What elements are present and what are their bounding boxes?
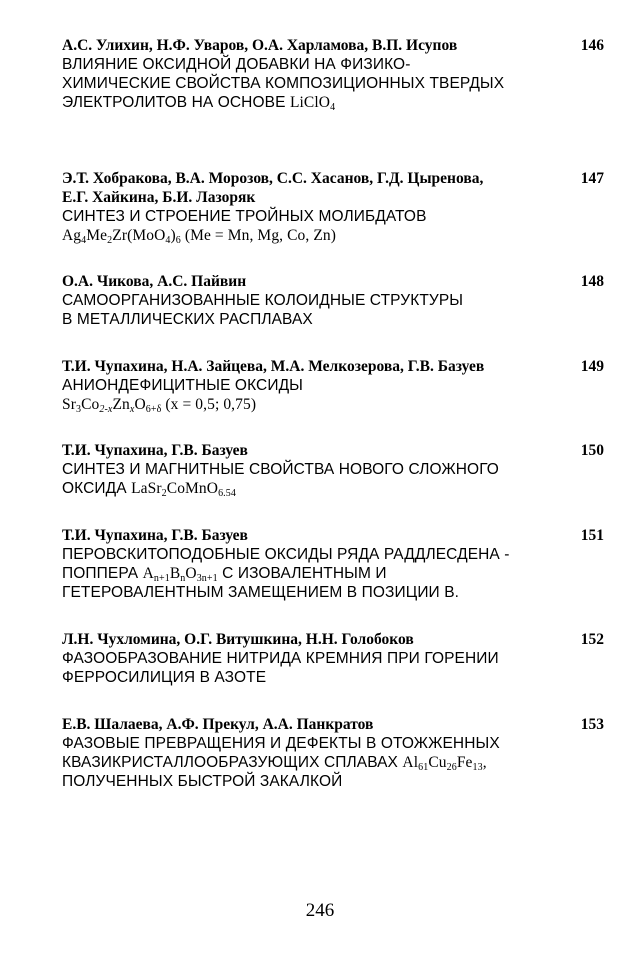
chemical-formula: $Al_{61}Cu_{26}Fe_{13}$, bbox=[402, 754, 487, 773]
entry-authors: Л.Н. Чухломина, О.Г. Витушкина, Н.Н. Голобоков bbox=[62, 631, 414, 648]
entry-authors: Е.В. Шалаева, А.Ф. Прекул, А.А. Панкратов bbox=[62, 716, 374, 733]
toc-entry bbox=[62, 715, 610, 791]
toc-entry bbox=[62, 526, 610, 602]
entry-authors: Э.Т. Хобракова, В.А. Морозов, С.С. Хасанов, Г.Д. Цыренова, Е.Г. Хайкина, Б.И. Лазоряк bbox=[62, 170, 484, 206]
chemical-formula: LaSr$_2$CoMnO$_{6.54}$ bbox=[131, 480, 236, 499]
entry-title bbox=[62, 376, 610, 414]
title-line: СИНТЕЗ И СТРОЕНИЕ ТРОЙНЫХ МОЛИБДАТОВ bbox=[62, 208, 427, 225]
title-line: СИНТЕЗ И МАГНИТНЫЕ СВОЙСТВА НОВОГО СЛОЖНОГО bbox=[62, 461, 499, 478]
entry-authors: Т.И. Чупахина, Г.В. Базуев bbox=[62, 442, 248, 459]
chemical-formula: $A_{n+1}B_nO_{3n+1}$ bbox=[142, 565, 218, 584]
title-line: ВЛИЯНИЕ ОКСИДНОЙ ДОБАВКИ НА ФИЗИКО- bbox=[62, 56, 411, 73]
title-line: АНИОНДЕФИЦИТНЫЕ ОКСИДЫ bbox=[62, 377, 303, 394]
entry-authors: О.А. Чикова, А.С. Пайвин bbox=[62, 273, 247, 290]
entry-title bbox=[62, 55, 610, 112]
entry-page-number: 153 bbox=[580, 716, 604, 733]
toc-entry bbox=[62, 630, 610, 687]
entry-authors: Т.И. Чупахина, Г.В. Базуев bbox=[62, 527, 248, 544]
entry-title bbox=[62, 291, 610, 329]
toc-entry bbox=[62, 36, 610, 112]
title-line: ГЕТЕРОВАЛЕНТНЫМ ЗАМЕЩЕНИЕМ В ПОЗИЦИИ В. bbox=[62, 584, 460, 601]
toc-entry bbox=[62, 272, 610, 329]
title-line: ПОППЕРА bbox=[62, 565, 139, 582]
title-line: ПОЛУЧЕННЫХ БЫСТРОЙ ЗАКАЛКОЙ bbox=[62, 773, 343, 790]
title-line: ПЕРОВСКИТОПОДОБНЫЕ ОКСИДЫ РЯДА РАДДЛЕСДЕНА - bbox=[62, 546, 510, 563]
entry-page-number: 150 bbox=[580, 442, 604, 459]
title-line: ФАЗОВЫЕ ПРЕВРАЩЕНИЯ И ДЕФЕКТЫ В ОТОЖЖЕННЫХ bbox=[62, 735, 500, 752]
title-line: ХИМИЧЕСКИЕ СВОЙСТВА КОМПОЗИЦИОННЫХ ТВЕРДЫХ bbox=[62, 75, 505, 92]
title-line: ЭЛЕКТРОЛИТОВ НА ОСНОВЕ bbox=[62, 94, 286, 111]
entry-page-number: 149 bbox=[580, 358, 604, 375]
title-line: С ИЗОВАЛЕНТНЫМ И bbox=[222, 565, 387, 582]
toc-entry bbox=[62, 357, 610, 414]
entry-page-number: 146 bbox=[580, 37, 604, 54]
title-line: САМООРГАНИЗОВАННЫЕ КОЛОИДНЫЕ СТРУКТУРЫ bbox=[62, 292, 464, 309]
entry-page-number: 152 bbox=[580, 631, 604, 648]
toc-entry bbox=[62, 169, 610, 245]
chemical-formula: $Sr_3Co_{2-x}Zn_xO_{6+\delta}$ (x = 0,5; 0,75) bbox=[62, 396, 257, 415]
entry-title bbox=[62, 649, 610, 687]
title-line: В МЕТАЛЛИЧЕСКИХ РАСПЛАВАХ bbox=[62, 311, 313, 328]
entry-title bbox=[62, 207, 610, 245]
entry-title bbox=[62, 734, 610, 791]
title-line: ФЕРРОСИЛИЦИЯ В АЗОТЕ bbox=[62, 669, 267, 686]
title-line: КВАЗИКРИСТАЛЛООБРАЗУЮЩИХ СПЛАВАХ bbox=[62, 754, 398, 771]
title-line: ОКСИДА bbox=[62, 480, 127, 497]
toc-entry bbox=[62, 441, 610, 498]
entry-authors: А.С. Улихин, Н.Ф. Уваров, О.А. Харламова, В.П. Исупов bbox=[62, 37, 458, 54]
entry-title bbox=[62, 545, 610, 602]
entry-page-number: 151 bbox=[580, 527, 604, 544]
entry-page-number: 147 bbox=[580, 170, 604, 187]
title-line: ФАЗООБРАЗОВАНИЕ НИТРИДА КРЕМНИЯ ПРИ ГОРЕНИИ bbox=[62, 650, 499, 667]
chemical-formula: LiClO$_4$ bbox=[289, 94, 336, 113]
entry-title bbox=[62, 460, 610, 498]
chemical-formula: $Ag_4Me_2Zr(MoO_4)_6$ (Me = Mn, Mg, Co, Zn) bbox=[62, 227, 337, 246]
page-number: 246 bbox=[305, 900, 335, 921]
entry-page-number: 148 bbox=[580, 273, 604, 290]
entry-authors: Т.И. Чупахина, Н.А. Зайцева, М.А. Мелкозерова, Г.В. Базуев bbox=[62, 358, 485, 375]
